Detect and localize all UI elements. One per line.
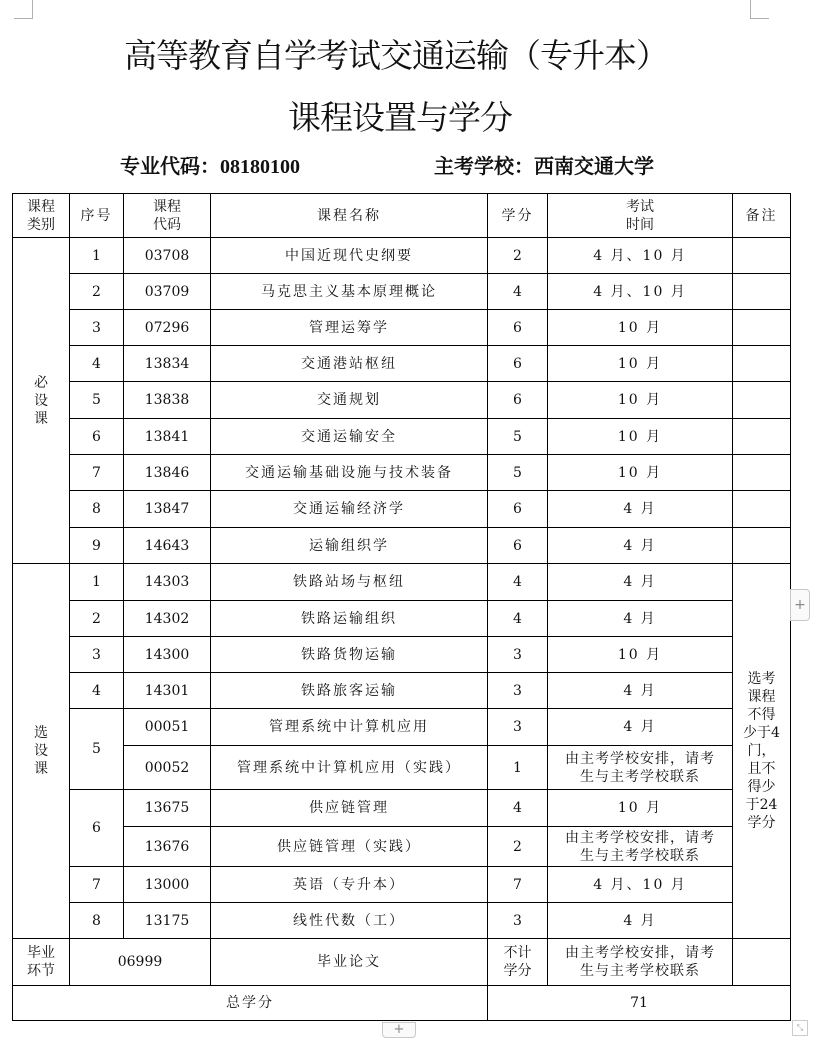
cell-name: 管理运筹学 xyxy=(211,310,488,346)
table-row xyxy=(13,274,791,310)
cell-seq: 7 xyxy=(70,455,124,491)
cell-remark xyxy=(733,346,791,382)
header-credits: 学分 xyxy=(488,194,548,238)
major-code-value: 08180100 xyxy=(220,156,300,178)
table-row xyxy=(13,709,791,746)
cell-code: 14301 xyxy=(124,673,211,709)
cell-exam: 10 月 xyxy=(548,382,733,419)
table-row xyxy=(13,528,791,564)
total-credits-value: 71 xyxy=(488,986,791,1021)
cell-credits: 5 xyxy=(488,455,548,491)
cell-name: 交通港站枢纽 xyxy=(211,346,488,382)
cell-remark xyxy=(733,491,791,528)
host-school-value: 西南交通大学 xyxy=(534,154,654,178)
cell-seq: 2 xyxy=(70,601,124,637)
cell-exam: 10 月 xyxy=(548,637,733,673)
cell-credits: 6 xyxy=(488,310,548,346)
elective-remark: 选考课程不得少于4门，且不得少于24学分 xyxy=(743,671,780,831)
cell-name: 英语（专升本） xyxy=(211,867,488,903)
cell-remark xyxy=(733,419,791,455)
header-exam-time: 考试时间 xyxy=(626,198,654,233)
cell-remark xyxy=(733,274,791,310)
cell-name: 供应链管理（实践） xyxy=(211,827,488,867)
category-graduation: 毕业环节 xyxy=(27,945,55,979)
cell-seq: 3 xyxy=(70,310,124,346)
cell-exam: 由主考学校安排，请考生与主考学校联系 xyxy=(548,939,733,986)
cell-name: 供应链管理 xyxy=(211,790,488,827)
cell-seq: 5 xyxy=(70,382,124,419)
table-row xyxy=(13,903,791,939)
cell-remark xyxy=(733,528,791,564)
cell-code: 13675 xyxy=(124,790,211,827)
cell-name: 交通规划 xyxy=(211,382,488,419)
cell-remark xyxy=(733,310,791,346)
cell-code: 00051 xyxy=(124,709,211,746)
header-name: 课程名称 xyxy=(211,194,488,238)
cell-name: 铁路站场与枢纽 xyxy=(211,564,488,601)
cell-exam: 4 月 xyxy=(548,564,733,601)
table-row-graduation xyxy=(13,939,791,986)
page-corner-mark-top-right xyxy=(750,0,769,19)
add-column-button[interactable]: + xyxy=(790,589,810,621)
cell-seq: 3 xyxy=(70,637,124,673)
host-school-label: 主考学校： xyxy=(434,154,534,178)
cell-code: 13834 xyxy=(124,346,211,382)
cell-seq: 1 xyxy=(70,564,124,601)
cell-code: 13841 xyxy=(124,419,211,455)
cell-code: 13000 xyxy=(124,867,211,903)
course-table xyxy=(12,193,791,1021)
add-row-button[interactable]: + xyxy=(382,1022,416,1038)
cell-exam: 4 月 xyxy=(548,491,733,528)
header-remarks: 备注 xyxy=(733,194,791,238)
cell-credits: 2 xyxy=(488,238,548,274)
cell-exam: 4 月 xyxy=(548,709,733,746)
cell-code: 00052 xyxy=(124,746,211,790)
cell-remark xyxy=(733,939,791,986)
table-row xyxy=(13,310,791,346)
major-code xyxy=(120,150,300,179)
table-header-row xyxy=(13,194,791,238)
cell-name: 中国近现代史纲要 xyxy=(211,238,488,274)
cell-credits: 4 xyxy=(488,274,548,310)
cell-credits: 4 xyxy=(488,564,548,601)
document-title: 高等教育自学考试交通运输（专升本） xyxy=(124,36,668,75)
cell-exam: 10 月 xyxy=(548,419,733,455)
major-code-label: 专业代码： xyxy=(120,154,220,178)
header-category: 课程类别 xyxy=(27,198,55,233)
cell-name: 铁路货物运输 xyxy=(211,637,488,673)
cell-credits: 6 xyxy=(488,528,548,564)
cell-exam: 4 月 xyxy=(548,673,733,709)
cell-code: 13175 xyxy=(124,903,211,939)
cell-code: 06999 xyxy=(70,939,211,986)
cell-code: 13676 xyxy=(124,827,211,867)
cell-seq: 1 xyxy=(70,238,124,274)
header-seq: 序号 xyxy=(70,194,124,238)
cell-credits: 1 xyxy=(488,746,548,790)
cell-exam: 由主考学校安排，请考生与主考学校联系 xyxy=(548,827,733,867)
category-elective: 选设课 xyxy=(34,725,48,777)
table-row xyxy=(13,601,791,637)
cell-exam: 10 月 xyxy=(548,310,733,346)
table-row xyxy=(13,455,791,491)
category-required: 必设课 xyxy=(34,374,48,427)
cell-credits: 5 xyxy=(488,419,548,455)
cell-credits: 3 xyxy=(488,673,548,709)
cell-exam: 由主考学校安排，请考生与主考学校联系 xyxy=(548,746,733,790)
cell-credits: 6 xyxy=(488,346,548,382)
cell-exam: 4 月 xyxy=(548,528,733,564)
cell-code: 13847 xyxy=(124,491,211,528)
table-row xyxy=(13,790,791,827)
cell-remark xyxy=(733,382,791,419)
table-row xyxy=(13,346,791,382)
cell-credits: 不计学分 xyxy=(503,945,532,979)
cell-credits: 3 xyxy=(488,709,548,746)
table-row xyxy=(13,382,791,419)
cell-seq: 4 xyxy=(70,346,124,382)
cell-name: 铁路旅客运输 xyxy=(211,673,488,709)
cell-seq: 2 xyxy=(70,274,124,310)
cell-code: 14302 xyxy=(124,601,211,637)
cell-code: 03709 xyxy=(124,274,211,310)
cell-credits: 6 xyxy=(488,382,548,419)
table-row xyxy=(13,827,791,867)
cell-code: 13846 xyxy=(124,455,211,491)
table-row xyxy=(13,491,791,528)
cell-seq: 8 xyxy=(70,903,124,939)
cell-code: 14300 xyxy=(124,637,211,673)
cell-code: 14303 xyxy=(124,564,211,601)
cell-exam: 10 月 xyxy=(548,346,733,382)
cell-exam: 10 月 xyxy=(548,790,733,827)
cell-remark xyxy=(733,238,791,274)
cell-name: 马克思主义基本原理概论 xyxy=(211,274,488,310)
table-row-total xyxy=(13,986,791,1021)
cell-name: 交通运输基础设施与技术装备 xyxy=(211,455,488,491)
host-school xyxy=(434,150,654,179)
cell-name: 铁路运输组织 xyxy=(211,601,488,637)
cell-credits: 3 xyxy=(488,903,548,939)
cell-name: 管理系统中计算机应用（实践） xyxy=(211,746,488,790)
cell-credits: 4 xyxy=(488,601,548,637)
cell-exam: 10 月 xyxy=(548,455,733,491)
cell-code: 07296 xyxy=(124,310,211,346)
table-row xyxy=(13,637,791,673)
cell-seq: 6 xyxy=(70,790,124,867)
cell-exam: 4 月 xyxy=(548,601,733,637)
cell-seq: 9 xyxy=(70,528,124,564)
cell-exam: 4 月、10 月 xyxy=(548,867,733,903)
cell-code: 14643 xyxy=(124,528,211,564)
table-resize-handle-icon[interactable]: ⤡ xyxy=(792,1020,808,1036)
cell-name: 管理系统中计算机应用 xyxy=(211,709,488,746)
table-row xyxy=(13,746,791,790)
cell-seq: 4 xyxy=(70,673,124,709)
cell-name: 交通运输安全 xyxy=(211,419,488,455)
cell-credits: 6 xyxy=(488,491,548,528)
cell-credits: 2 xyxy=(488,827,548,867)
cell-credits: 7 xyxy=(488,867,548,903)
cell-exam: 4 月、10 月 xyxy=(548,238,733,274)
cell-credits: 4 xyxy=(488,790,548,827)
table-row xyxy=(13,867,791,903)
cell-code: 13838 xyxy=(124,382,211,419)
cell-code: 03708 xyxy=(124,238,211,274)
table-row xyxy=(13,564,791,601)
cell-exam: 4 月、10 月 xyxy=(548,274,733,310)
table-row xyxy=(13,238,791,274)
table-row xyxy=(13,419,791,455)
cell-name: 毕业论文 xyxy=(211,939,488,986)
page-corner-mark-top-left xyxy=(14,0,33,19)
document-subtitle: 课程设置与学分 xyxy=(288,98,512,137)
cell-seq: 8 xyxy=(70,491,124,528)
cell-seq: 7 xyxy=(70,867,124,903)
table-row xyxy=(13,673,791,709)
total-credits-label: 总学分 xyxy=(13,986,488,1021)
cell-name: 线性代数（工） xyxy=(211,903,488,939)
cell-remark xyxy=(733,455,791,491)
cell-exam: 4 月 xyxy=(548,903,733,939)
cell-name: 运输组织学 xyxy=(211,528,488,564)
header-code: 课程代码 xyxy=(153,198,181,233)
cell-name: 交通运输经济学 xyxy=(211,491,488,528)
cell-seq: 5 xyxy=(70,709,124,790)
cell-credits: 3 xyxy=(488,637,548,673)
cell-seq: 6 xyxy=(70,419,124,455)
